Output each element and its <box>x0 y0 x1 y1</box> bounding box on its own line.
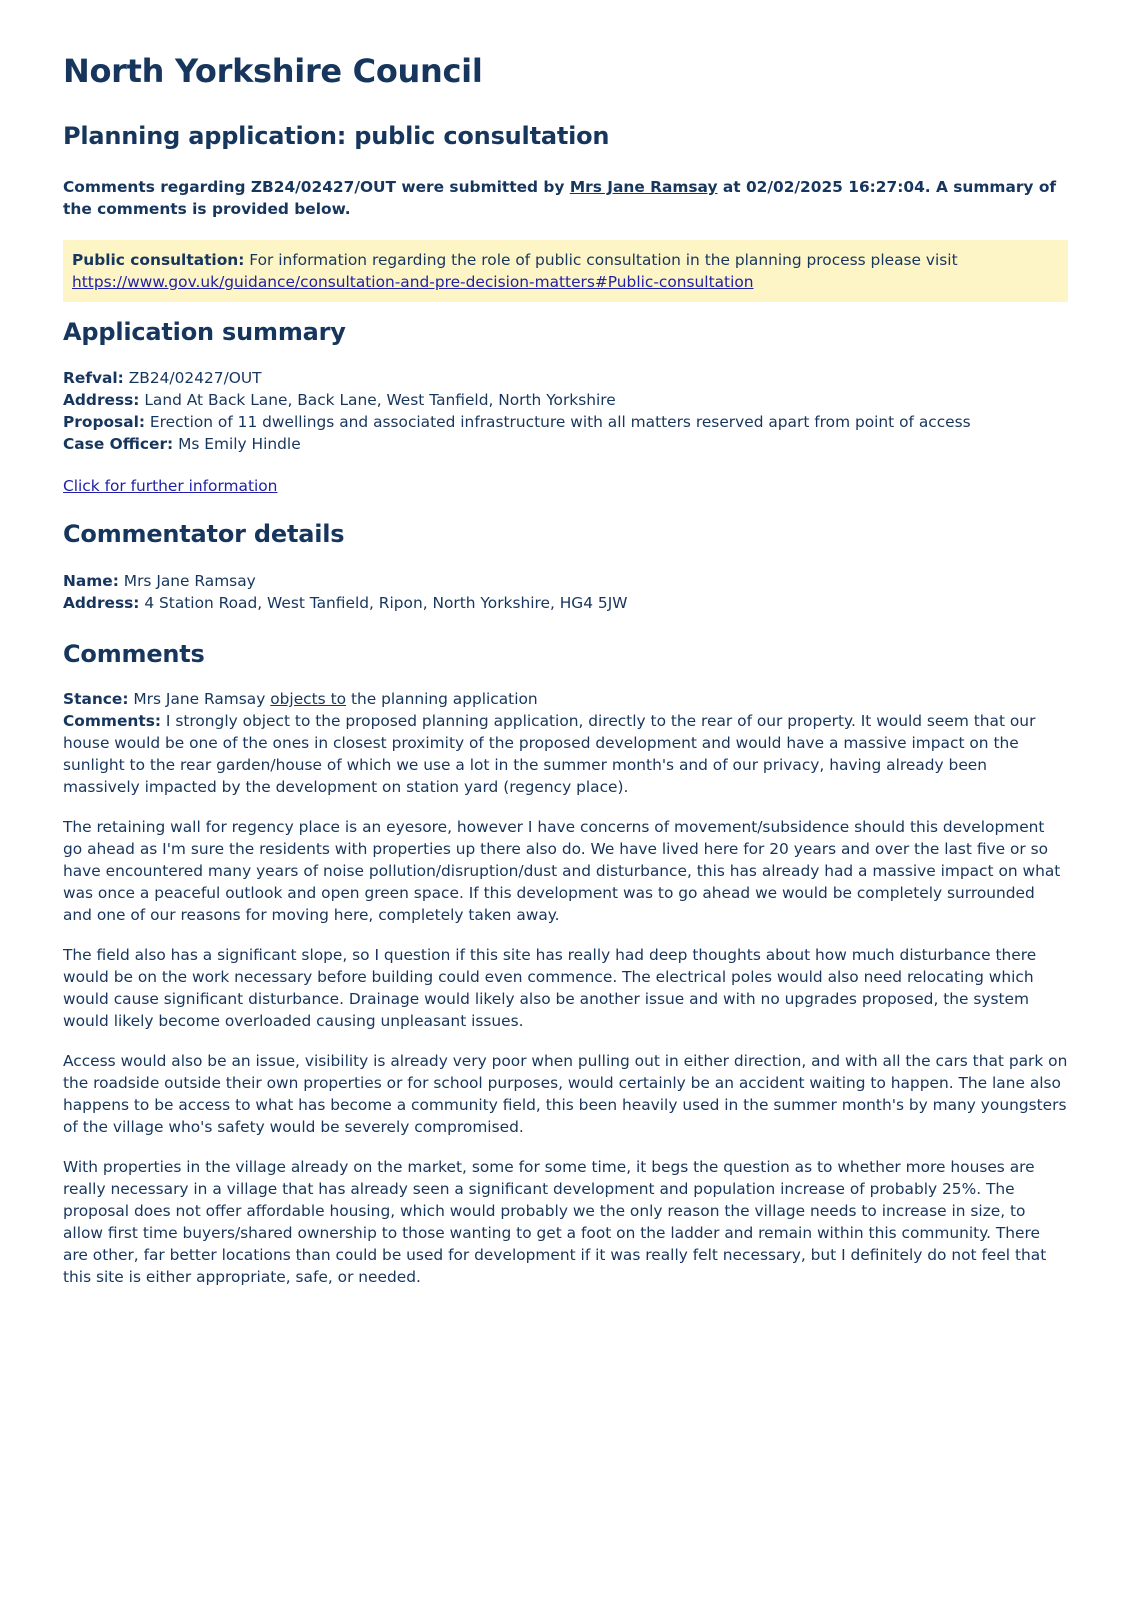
stance-line: Stance: Mrs Jane Ramsay objects to the planning application <box>63 690 538 708</box>
notice-text: For information regarding the role of public consultation in the planning process please visit <box>244 251 958 269</box>
submission-intro: Comments regarding ZB24/02427/OUT were submitted by Mrs Jane Ramsay at 02/02/2025 16:27:04. A summary of the comments is provided below. <box>63 178 1057 218</box>
comment-paragraph-3: The field also has a significant slope, so I question if this site has really had deep thoughts about how much disturbance there would be on the work necessary before building could even commence. The electrical poles would also need relocating which would cause significant disturbance. Drainage would likely also be another issue and with no upgrades proposed, the system would likely become overloaded causing unpleasant issues. <box>63 946 1037 1030</box>
commentator-heading: Commentator details <box>63 520 345 548</box>
comment-paragraph-2: The retaining wall for regency place is an eyesore, however I have concerns of movement/subsidence should this development go ahead as I'm sure the residents with properties up there also do. We have lived here for 20 years and over the last five or so have encountered many years of noise pollution/disruption/dust and disturbance, this has already had a massive impact on what was once a peaceful outlook and open green space. If this development was to go ahead we would be completely surrounded and one of our reasons for moving here, completely taken away. <box>63 818 1061 924</box>
comment-paragraph-5: With properties in the village already on the market, some for some time, it begs the question as to whether more houses are really necessary in a village that has already seen a significant development and population increase of probably 25%. The proposal does not offer affordable housing, which would probably we the only reason the village needs to increase in size, to allow first time buyers/shared ownership to those wanting to get a foot on the ladder and remain within this community. There are other, far better locations than could be used for development if it was really felt necessary, but I definitely do not feel that this site is either appropriate, safe, or needed. <box>63 1158 1047 1286</box>
comment-paragraph-1: Comments: I strongly object to the proposed planning application, directly to the rear of our property. It would seem that our house would be one of the ones in closest proximity of the proposed development and would have a massive impact on the sunlight to the rear garden/house of which we use a lot in the summer month's and of our privacy, having already been massively impacted by the development on station yard (regency place). <box>63 712 1036 796</box>
application-summary-heading: Application summary <box>63 318 346 346</box>
page-subtitle: Planning application: public consultation <box>63 122 610 150</box>
site-address-value: Land At Back Lane, Back Lane, West Tanfield, North Yorkshire <box>139 391 616 409</box>
comments-heading: Comments <box>63 640 205 668</box>
consultation-notice <box>63 240 1068 302</box>
further-information-link[interactable]: Click for further information <box>63 477 278 495</box>
commentator-details: Name: Mrs Jane Ramsay Address: 4 Station Road, West Tanfield, Ripon, North Yorkshire, HG4 5JW <box>63 572 628 612</box>
consultation-guidance-link[interactable]: https://www.gov.uk/guidance/consultation-and-pre-decision-matters#Public-consultation <box>72 273 754 291</box>
submitter-name-link[interactable]: Mrs Jane Ramsay <box>569 178 718 196</box>
refval-value: ZB24/02427/OUT <box>123 369 262 387</box>
commentator-name: Mrs Jane Ramsay <box>118 572 256 590</box>
council-title: North Yorkshire Council <box>63 52 483 90</box>
comment-paragraph-4: Access would also be an issue, visibility is already very poor when pulling out in either direction, and with all the cars that park on the roadside outside their own properties or for school purposes, would certainly be an accident waiting to happen. The lane also happens to be access to what has become a community field, this been heavily used in the summer month's by many youngsters of the village who's safety would be severely compromised. <box>63 1052 1068 1136</box>
application-summary: Refval: ZB24/02427/OUT Address: Land At Back Lane, Back Lane, West Tanfield, North Yorkshire Proposal: Erection of 11 dwellings and associated infrastructure with all matters reserved apart from point of access Case Officer: Ms Emily Hindle <box>63 369 971 453</box>
case-officer-value: Ms Emily Hindle <box>173 435 301 453</box>
commentator-address: 4 Station Road, West Tanfield, Ripon, North Yorkshire, HG4 5JW <box>139 594 628 612</box>
proposal-value: Erection of 11 dwellings and associated infrastructure with all matters reserved apart from point of access <box>145 413 971 431</box>
notice-label: Public consultation: <box>72 251 245 269</box>
stance-objects-link[interactable]: objects to <box>270 690 347 708</box>
